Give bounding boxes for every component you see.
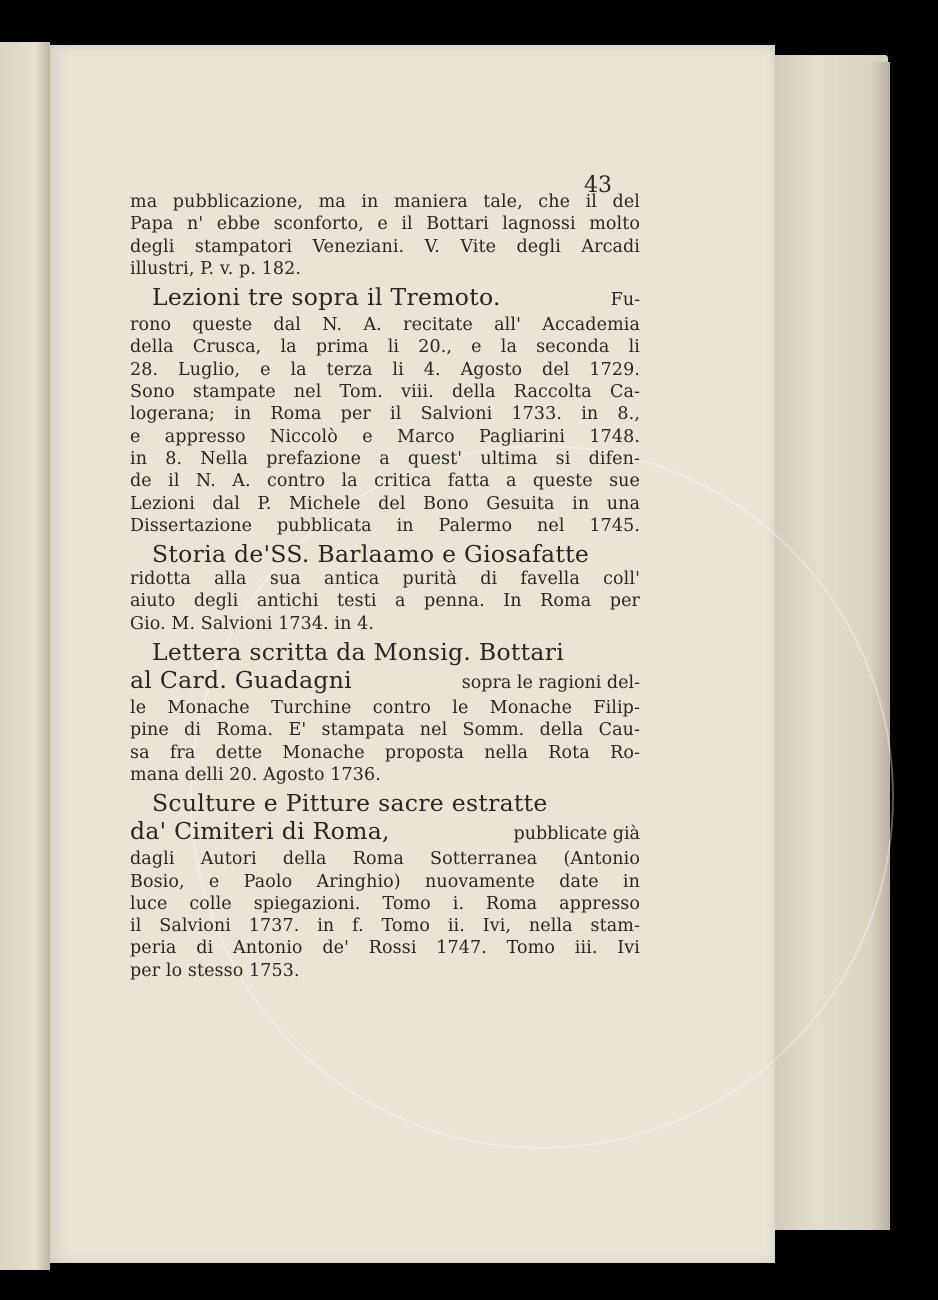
entry-heading-line [130,283,640,314]
continuation-paragraph [130,173,640,280]
text-line: peria di Antonio de' Rossi 1747. Tomo iii. Ivi [130,938,640,959]
text-line: 28. Luglio, e la terza li 4. Agosto del 1729. [130,359,640,380]
text-line: logerana; in Roma per il Salvioni 1733. in 8., [130,404,640,425]
entry-heading-line [130,540,640,568]
bibliography-entry [130,283,640,537]
entry-title-tail: Fu- [610,290,640,311]
text-line: ma pubblicazione, ma in maniera tale, che il del [130,192,640,212]
text-line: Gio. M. Salvioni 1734. in 4. [130,613,375,634]
text-line: Lezioni dal P. Michele del Bono Gesuita in una [130,493,640,514]
bibliography-entry [130,789,640,982]
text-line: sa fra dette Monache proposta nella Rota Ro- [130,742,640,763]
entry-heading-line [130,817,640,848]
entry-title: da' Cimiteri di Roma, [130,817,390,846]
bibliography-entry [130,638,640,786]
page-text [130,173,640,982]
book-page [50,45,775,1263]
text-line: della Crusca, la prima li 20., e la seconda li [130,337,640,358]
text-line: aiuto degli antichi testi a penna. In Roma per [130,591,640,612]
text-line: e appresso Niccolò e Marco Pagliarini 1748. [130,426,640,447]
text-line: le Monache Turchine contro le Monache Filip- [130,698,640,719]
entry-title: Storia de'SS. Barlaamo e Giosafatte [152,540,590,569]
text-line: degli stampatori Veneziani. V. Vite degli Arcadi [130,236,640,257]
text-line: de il N. A. contro la critica fatta a queste sue [130,471,640,492]
entry-heading-line [130,638,640,666]
bibliography-entry [130,540,640,635]
text-line: il Salvioni 1737. in f. Tomo ii. Ivi, nella stam- [130,916,640,937]
text-line: dagli Autori della Roma Sotterranea (Antonio [130,849,640,870]
text-line: Papa n' ebbe sconforto, e il Bottari lagnossi molto [130,214,640,235]
text-line: Bosio, e Paolo Aringhio) nuovamente date in [130,871,640,892]
text-line: Dissertazione pubblicata in Palermo nel 1745. [130,515,640,536]
text-line: mana delli 20. Agosto 1736. [130,764,381,785]
page-stack-shadow [870,62,890,1230]
text-line: ridotta alla sua antica purità di favella coll' [130,569,640,590]
text-line: Sono stampate nel Tom. viii. della Raccolta Ca- [130,382,640,403]
text-line: luce colle spiegazioni. Tomo i. Roma appresso [130,893,640,914]
entry-title-tail: pubblicate già [513,824,640,845]
entry-title: Lettera scritta da Monsig. Bottari [152,638,565,667]
text-line: in 8. Nella prefazione a quest' ultima si difen- [130,448,640,469]
left-page-edge [0,42,50,1270]
entry-heading-line [130,666,640,697]
text-line: illustri, P. v. p. 182. [130,258,302,279]
text-line: pine di Roma. E' stampata nel Somm. della Cau- [130,720,640,741]
entry-title: Sculture e Pitture sacre estratte [152,789,548,818]
page-number: 43 [584,173,612,198]
entry-title: al Card. Guadagni [130,666,352,695]
entry-title-tail: sopra le ragioni del- [461,673,640,694]
text-line: rono queste dal N. A. recitate all' Accademia [130,315,640,336]
text-line: per lo stesso 1753. [130,960,300,981]
entry-heading-line [130,789,640,817]
entry-title: Lezioni tre sopra il Tremoto. [152,283,501,312]
